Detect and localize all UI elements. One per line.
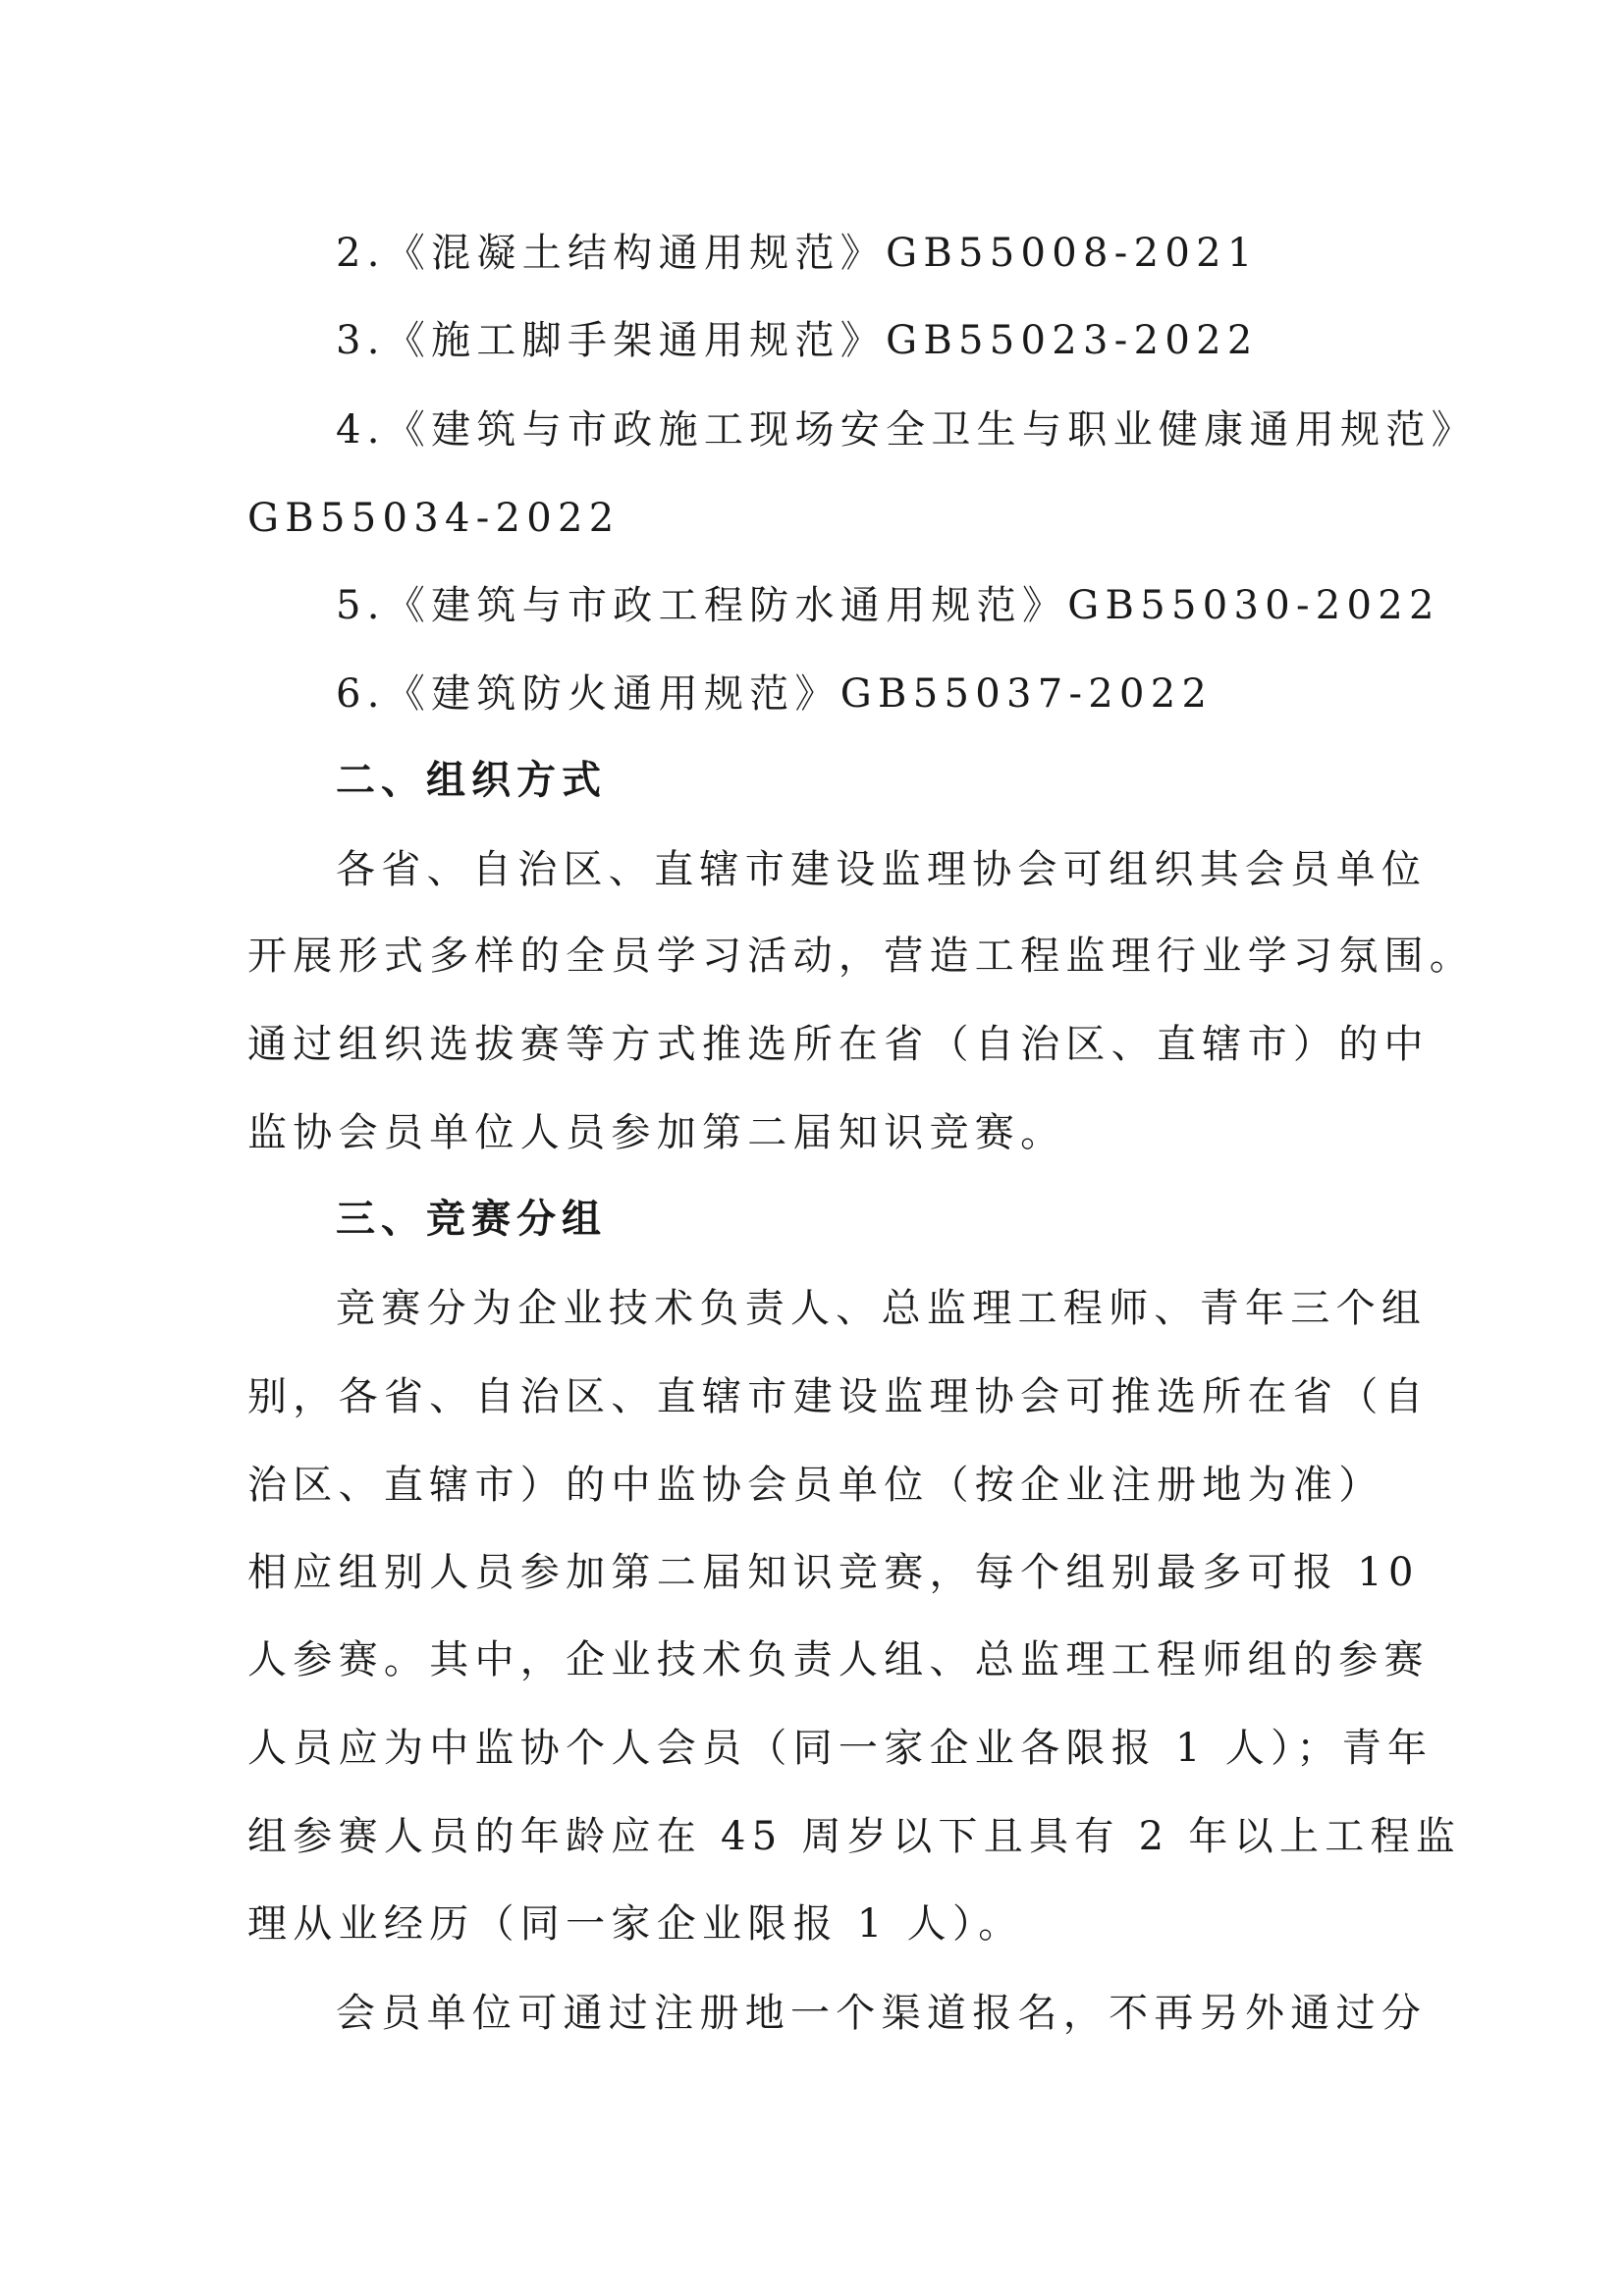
standard-item-3: 3.《施工脚手架通用规范》GB55023-2022 [336, 318, 1259, 363]
section3-line-8: 理从业经历（同一家企业限报 1 人）。 [247, 1901, 1024, 1947]
section-heading-organization: 二、组织方式 [336, 758, 607, 803]
section3-line-6: 人员应为中监协个人会员（同一家企业各限报 1 人）；青年 [247, 1726, 1434, 1771]
section2-line-4: 监协会员单位人员参加第二届知识竞赛。 [247, 1110, 1066, 1155]
next-paragraph-start: 会员单位可通过注册地一个渠道报名，不再另外通过分 [336, 1991, 1428, 2036]
section2-line-3: 通过组织选拔赛等方式推选所在省（自治区、直辖市）的中 [247, 1022, 1430, 1067]
section3-line-7: 组参赛人员的年龄应在 45 周岁以下且具有 2 年以上工程监 [247, 1814, 1462, 1859]
section3-line-1: 竞赛分为企业技术负责人、总监理工程师、青年三个组 [336, 1286, 1428, 1331]
section3-line-5: 人参赛。其中，企业技术负责人组、总监理工程师组的参赛 [247, 1637, 1430, 1682]
standard-item-4: 4.《建筑与市政施工现场安全卫生与职业健康通用规范》 [336, 407, 1477, 453]
standard-item-6: 6.《建筑防火通用规范》GB55037-2022 [336, 671, 1214, 717]
standard-item-4-code: GB55034-2022 [247, 496, 621, 541]
section2-line-2: 开展形式多样的全员学习活动，营造工程监理行业学习氛围。 [247, 934, 1476, 979]
section3-line-2: 别，各省、自治区、直辖市建设监理协会可推选所在省（自 [247, 1374, 1430, 1419]
section-heading-grouping: 三、竞赛分组 [336, 1197, 607, 1242]
standard-item-5: 5.《建筑与市政工程防水通用规范》GB55030-2022 [336, 583, 1440, 628]
section3-line-3: 治区、直辖市）的中监协会员单位（按企业注册地为准） [247, 1463, 1384, 1508]
standard-item-2: 2.《混凝土结构通用规范》GB55008-2021 [336, 231, 1259, 276]
section3-line-4: 相应组别人员参加第二届知识竞赛，每个组别最多可报 10 [247, 1550, 1420, 1595]
section2-line-1: 各省、自治区、直辖市建设监理协会可组织其会员单位 [336, 847, 1428, 892]
